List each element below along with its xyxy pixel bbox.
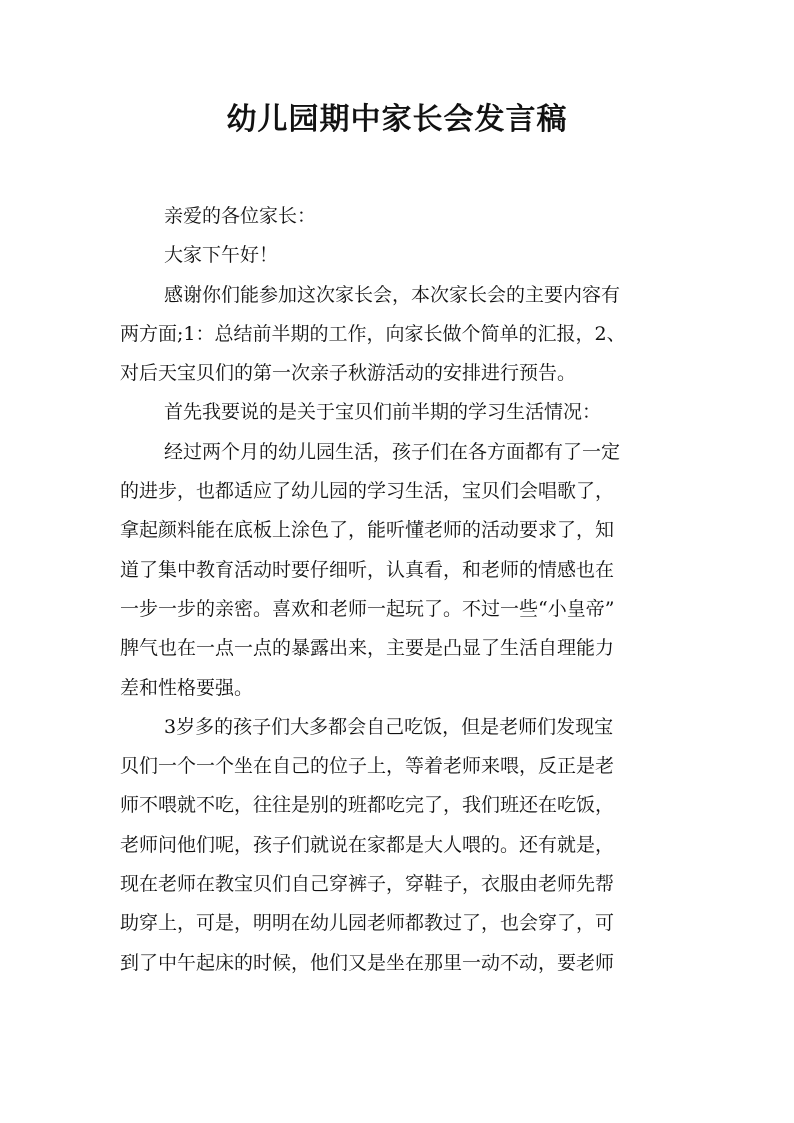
salutation-line: 亲爱的各位家长： [164, 205, 317, 227]
paragraph-line: 到了中午起床的时候，他们又是坐在那里一动不动，要老师 [120, 951, 615, 974]
paragraph-line: 拿起颜料能在底板上涂色了，能听懂老师的活动要求了，知 [120, 519, 615, 542]
paragraph-line: 3岁多的孩子们大多都会自己吃饭，但是老师们发现宝 [164, 715, 614, 738]
paragraph-line: 差和性格要强。 [120, 676, 254, 699]
paragraph-line: 道了集中教育活动时要仔细听，认真看，和老师的情感也在 [120, 558, 615, 581]
paragraph-line: 经过两个月的幼儿园生活，孩子们在各方面都有了一定 [164, 440, 621, 463]
greeting-line: 大家下午好！ [164, 244, 279, 267]
paragraph-line: 两方面;1：总结前半期的工作，向家长做个简单的汇报，2、 [120, 322, 626, 345]
paragraph-line: 一步一步的亲密。喜欢和老师一起玩了。不过一些“小皇帝” [120, 597, 615, 620]
document-body [120, 197, 690, 983]
paragraph-line: 脾气也在一点一点的暴露出来，主要是凸显了生活自理能力 [120, 637, 615, 660]
document-title: 幼儿园期中家长会发言稿 [226, 102, 568, 137]
paragraph-line: 的进步，也都适应了幼儿园的学习生活，宝贝们会唱歌了， [120, 480, 615, 503]
paragraph-line: 助穿上，可是，明明在幼儿园老师都教过了，也会穿了，可 [120, 912, 615, 935]
paragraph-line: 对后天宝贝们的第一次亲子秋游活动的安排进行预告。 [120, 362, 577, 385]
paragraph-line: 现在老师在教宝贝们自己穿裤子，穿鞋子，衣服由老师先帮 [120, 873, 615, 896]
paragraph-line: 首先我要说的是关于宝贝们前半期的学习生活情况： [164, 401, 602, 424]
paragraph-line: 感谢你们能参加这次家长会，本次家长会的主要内容有 [164, 283, 621, 306]
paragraph-line: 师不喂就不吃，往往是别的班都吃完了，我们班还在吃饭， [120, 794, 615, 817]
paragraph-line: 贝们一个一个坐在自己的位子上，等着老师来喂，反正是老 [120, 755, 615, 778]
paragraph-line: 老师问他们呢，孩子们就说在家都是大人喂的。还有就是， [120, 833, 615, 856]
